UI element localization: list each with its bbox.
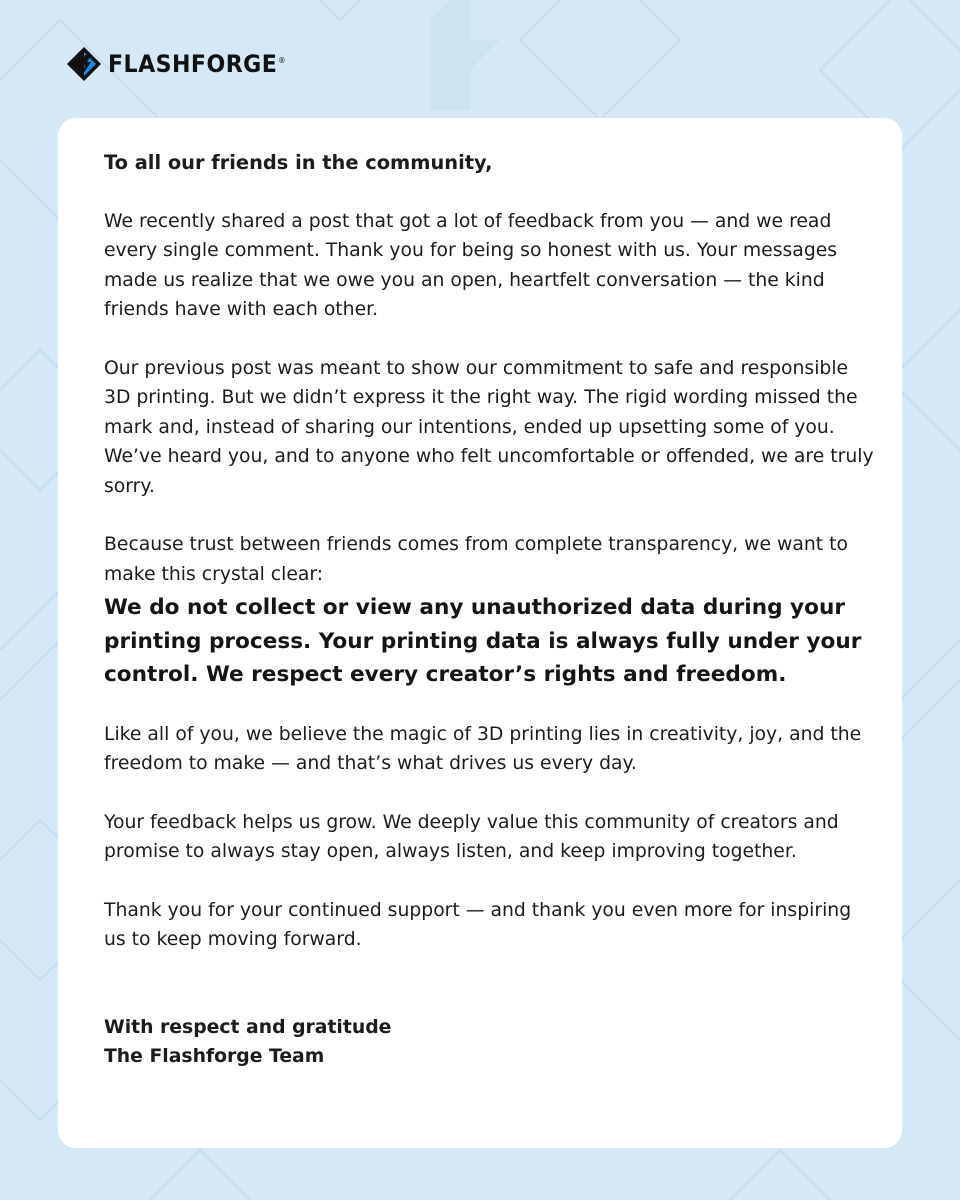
flashforge-logo-icon <box>66 46 102 82</box>
brand-name: FLASHFORGE® <box>108 50 287 78</box>
letter-card <box>58 118 902 1148</box>
paragraph-apology: Our previous post was meant to show our commitment to safe and responsible 3D printing. But we didn’t express it the right way. The rigid wording missed the mark and, instead of sharing our intentions, ended up upsetting some of you. We’ve heard you, and to anyone who felt uncomfortable or offended, we are truly sorry. <box>104 357 874 497</box>
paragraph-belief: Like all of you, we believe the magic of 3D printing lies in creativity, joy, and the freedom to make — and that’s what drives us every day. <box>104 723 862 774</box>
registered-mark: ® <box>278 56 287 65</box>
data-privacy-statement: We do not collect or view any unauthorized data during your printing process. Your printing data is always fully under your control. We respect every creator’s rights and freedom. <box>104 595 862 687</box>
signature-block <box>104 1013 876 1072</box>
signoff-team: The Flashforge Team <box>104 1046 325 1067</box>
paragraph-transparency: Because trust between friends comes from complete transparency, we want to make this crystal clear: <box>104 534 848 585</box>
paragraph-thanks: Thank you for your continued support — and thank you even more for inspiring us to keep moving forward. <box>104 899 852 950</box>
letter-greeting: To all our friends in the community, <box>104 151 493 174</box>
paragraph-community: Your feedback helps us grow. We deeply value this community of creators and promise to always stay open, always listen, and keep improving together. <box>104 811 839 862</box>
brand-logo <box>66 44 302 84</box>
signoff-closing: With respect and gratitude <box>104 1016 392 1038</box>
paragraph-feedback: We recently shared a post that got a lot of feedback from you — and we read every single comment. Thank you for being so honest with us. Your messages made us realize that we owe you an open, heartfelt conversation — the kind friends have with each other. <box>104 210 838 320</box>
letter-content <box>104 148 876 1072</box>
